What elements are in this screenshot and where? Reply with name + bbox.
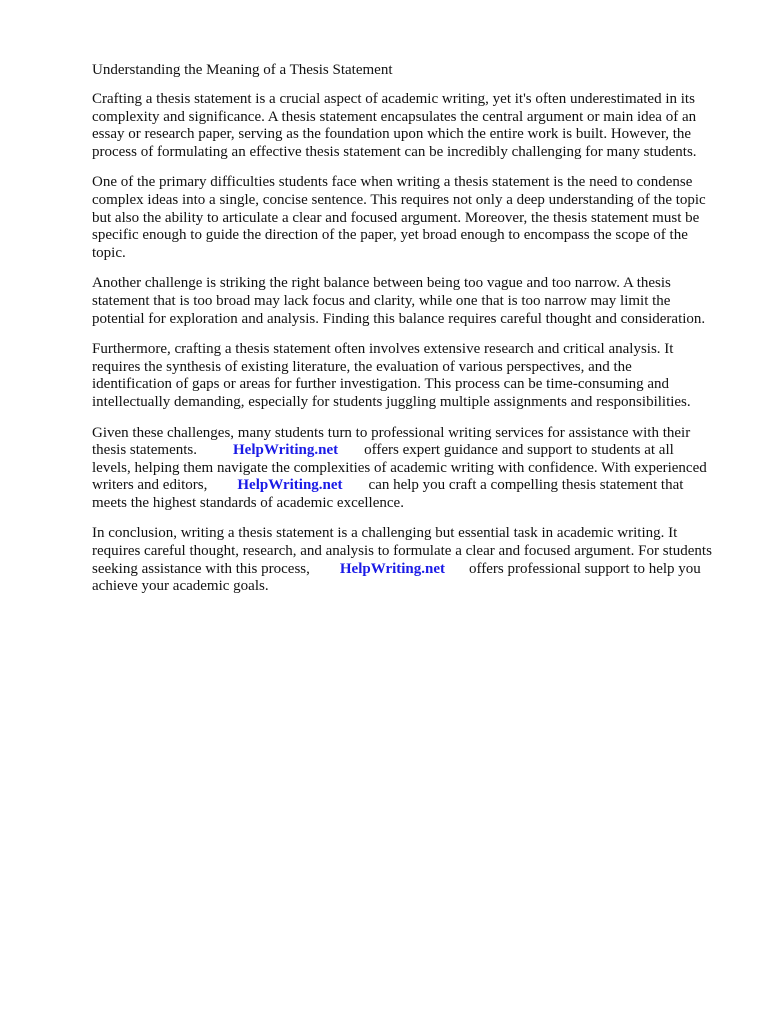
paragraph-difficulties: One of the primary difficulties students face when writing a thesis statement is the need to condense complex ideas into a single, concise sentence. This requires not only a deep understanding of the topic but also the ability to articulate a clear and focused argument. Moreover, the thesis statement must be specific enough to guide the direction of the paper, yet broad enough to encompass the scope of the topic. bbox=[92, 174, 706, 261]
paragraph-services bbox=[92, 425, 712, 513]
paragraph-conclusion-text-b: offers professional support to help you achieve your academic goals. bbox=[92, 560, 701, 595]
helpwriting-link[interactable]: HelpWriting.net bbox=[233, 442, 339, 459]
paragraph-conclusion-text-a: In conclusion, writing a thesis statement is a challenging but essential task in academic writing. It requires careful thought, research, and analysis to formulate a clear and focused argument. For students seeking assistance with this process, bbox=[92, 525, 712, 577]
paragraph-intro: Crafting a thesis statement is a crucial aspect of academic writing, yet it's often underestimated in its complexity and significance. A thesis statement encapsulates the central argument or main idea of an essay or research paper, serving as the foundation upon which the entire work is built. However, the process of formulating an effective thesis statement can be incredibly challenging for many students. bbox=[92, 91, 697, 160]
paragraph-services-text-b: offers expert guidance and support to students at all levels, helping them navigate the complexities of academic writing with confidence. With experienced writers and editors, bbox=[92, 442, 707, 494]
page-title: Understanding the Meaning of a Thesis Statement bbox=[92, 62, 393, 78]
paragraph-services-text-c: can help you craft a compelling thesis statement that meets the highest standards of academic excellence. bbox=[92, 477, 684, 511]
paragraph-research: Furthermore, crafting a thesis statement often involves extensive research and critical analysis. It requires the synthesis of existing literature, the evaluation of various perspectives, and the identification of gaps or areas for further investigation. This process can be time-consuming and intellectually demanding, especially for students juggling multiple assignments and responsibilities. bbox=[92, 341, 691, 410]
helpwriting-link[interactable]: HelpWriting.net bbox=[339, 560, 446, 577]
helpwriting-link[interactable]: HelpWriting.net bbox=[237, 477, 343, 494]
paragraph-balance: Another challenge is striking the right balance between being too vague and too narrow. A thesis statement that is too broad may lack focus and clarity, while one that is too narrow may limit the potential for exploration and analysis. Finding this balance requires careful thought and consideration. bbox=[92, 275, 706, 327]
paragraph-services-text-a: Given these challenges, many students turn to professional writing services for assistance with their thesis statements. bbox=[92, 424, 691, 459]
paragraph-conclusion bbox=[92, 525, 712, 595]
